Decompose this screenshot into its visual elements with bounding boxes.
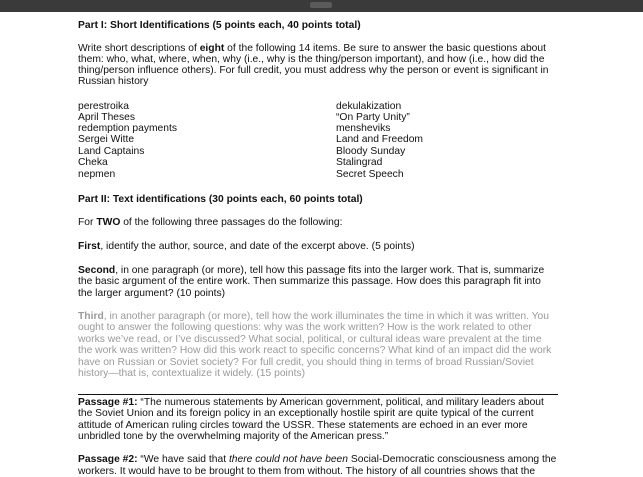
part2-third-instruction: ought to answer the following questions: why was the work written? How is the work related to other [78, 322, 532, 333]
page-indicator [310, 2, 332, 8]
passage-divider [78, 394, 558, 395]
part1-instruction-line: them: who, what, where, when, why (i.e., why is the thing/person important), and how (i.e., how did the [78, 54, 545, 65]
part2-intro: For TWO of the following three passages do the following: [78, 217, 343, 228]
part2-second-instruction: Second, in one paragraph (or more), tell how this passage fits into the larger work. That is, summarize [78, 265, 545, 276]
passage-2-line: Passage #2: “We have said that there could not have been Social-Democratic consciousness among the [78, 454, 557, 465]
part2-third-instruction: history—that is, contextualize it widely. (15 points) [78, 368, 306, 379]
id-item-left: Sergei Witte [78, 134, 135, 145]
id-item-right: Stalingrad [336, 157, 383, 168]
part2-first-instruction: First, identify the author, source, and date of the excerpt above. (5 points) [78, 241, 415, 252]
part2-heading: Part II: Text identifications (30 points each, 60 points total) [78, 194, 363, 205]
passage-2-line: workers. It would have to be brought to them from without. The history of all countries shows that the [78, 466, 536, 477]
document-page [0, 12, 643, 477]
id-item-right: Bloody Sunday [336, 146, 406, 157]
part2-third-instruction: works we’ve read, or I’ve discussed? What social, political, or cultural ideas ware prevalent at the time [78, 334, 542, 345]
part2-third-instruction: Third, in another paragraph (or more), tell how the work illuminates the time in which it was written. You [78, 311, 550, 322]
id-item-left: Land Captains [78, 146, 145, 157]
id-item-left: April Theses [78, 112, 136, 123]
part1-heading: Part I: Short Identifications (5 points each, 40 points total) [78, 20, 361, 31]
id-item-left: nepmen [78, 169, 116, 180]
part1-instruction-line: Russian history [78, 76, 149, 87]
id-item-left: redemption payments [78, 123, 178, 134]
part1-instruction-line: Write short descriptions of eight of the following 14 items. Be sure to answer the basic questions about [78, 43, 546, 54]
part2-third-instruction: have on Russian or Soviet society? For full credit, you should thing in terms of broad Russian/Soviet [78, 357, 534, 368]
id-item-left: Cheka [78, 157, 108, 168]
viewer-toolbar [0, 0, 643, 12]
id-item-right: dekulakization [336, 101, 402, 112]
id-item-left: perestroika [78, 101, 129, 112]
passage-1-line: the Soviet Union and its foreign policy in an exceptionally hostile spirit are quite typical of the current [78, 408, 534, 419]
part2-third-instruction: the work was written? How did this work react to specific concerns? What kind of an impact did the work [78, 345, 552, 356]
passage-1-line: attitude of American ruling circles toward the USSR. These statements are echoed in an ever more [78, 420, 528, 431]
id-item-right: Secret Speech [336, 169, 404, 180]
passage-1-line: unbridled tone by the overwhelming majority of the American press.” [78, 431, 389, 442]
passage-1-line: Passage #1: “The numerous statements by American government, political, and military leaders about [78, 397, 544, 408]
id-item-right: Land and Freedom [336, 134, 424, 145]
part1-instruction-line: thing/person influence others). For full credit, you must address why the person or event is significant in [78, 65, 549, 76]
part2-second-instruction: the larger argument? (10 points) [78, 288, 226, 299]
id-item-right: mensheviks [336, 123, 391, 134]
part2-second-instruction: the basic argument of the entire work. Then summarize this passage. How does this paragraph fit into [78, 276, 541, 287]
id-item-right: “On Party Unity” [336, 112, 410, 123]
